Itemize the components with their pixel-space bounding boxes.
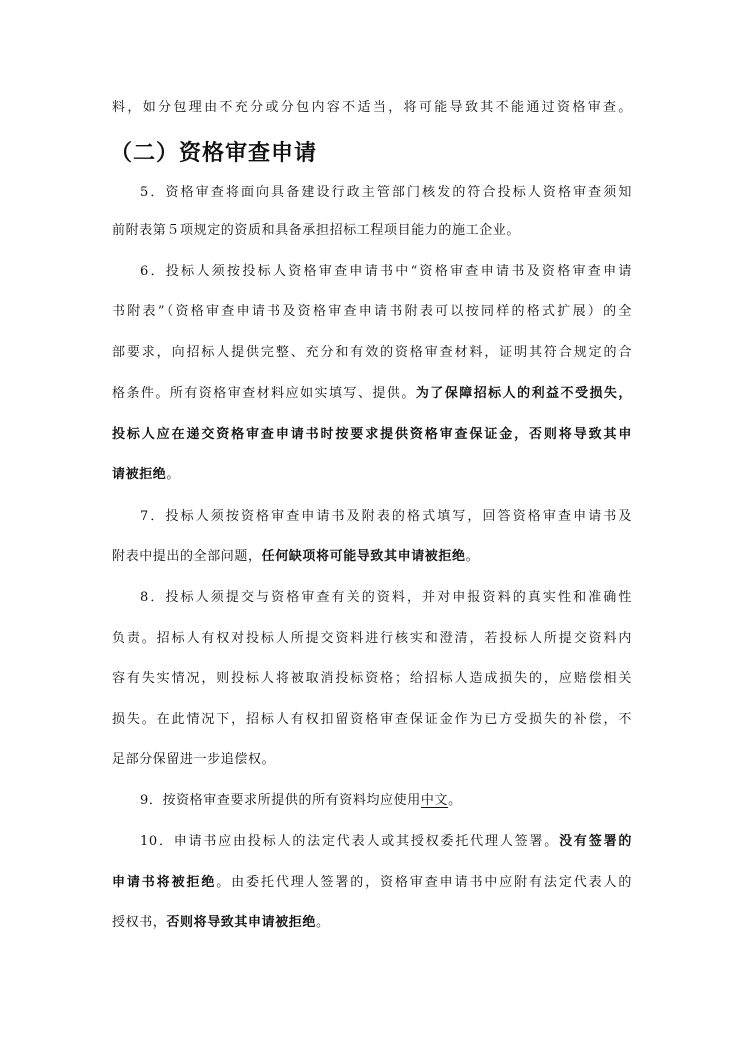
- text-line: 负责。招标人有权对投标人所提交资料进行核实和澄清，若投标人所提交资料内: [112, 631, 632, 646]
- text-line: 8．投标人须提交与资格审查有关的资料，并对申报资料的真实性和准确性: [140, 590, 632, 605]
- text-line: 容有失实情况，则投标人将被取消投标资格；给招标人造成损失的，应赔偿相关: [112, 671, 632, 686]
- text-line: 授权书，否则将导致其申请被拒绝。: [112, 915, 330, 930]
- bold-text: 没有签署的: [559, 834, 632, 849]
- text-line: 6．投标人须按投标人资格审查申请书中“资格审查申请书及资格审查申请: [140, 264, 632, 279]
- bold-text: 任何缺项将可能导致其申请被拒绝: [261, 549, 466, 564]
- text-line: 申请书将被拒绝。由委托代理人签署的，资格审查申请书中应附有法定代表人的: [112, 875, 632, 890]
- text-line: 书附表”（资格审查申请书及资格审查申请书附表可以按同样的格式扩展）的全: [112, 304, 632, 319]
- bold-text: 否则将导致其申请被拒绝: [166, 915, 317, 930]
- bold-text: 为了保障招标人的利益不受损失，: [415, 386, 632, 401]
- text-line: 5．资格审查将面向具备建设行政主管部门核发的符合投标人资格审查须知: [140, 185, 632, 200]
- text-line: 7．投标人须按资格审查申请书及附表的格式填写，回答资格审查申请书及: [140, 509, 632, 524]
- text-line: 损失。在此情况下，招标人有权扣留资格审查保证金作为已方受损失的补偿，不: [112, 712, 632, 727]
- text-line: 料，如分包理由不充分或分包内容不适当，将可能导致其不能通过资格审查。: [112, 100, 632, 115]
- text-line: [112, 426, 632, 444]
- bold-text: 投标人应在递交资格审查申请书时按要求提供资格审查保证金，否则将导致其申: [112, 427, 632, 442]
- text-line: 10．申请书应由投标人的法定代表人或其授权委托代理人签署。没有签署的: [140, 834, 632, 849]
- text-line: 附表中提出的全部问题，任何缺项将可能导致其申请被拒绝。: [112, 549, 480, 564]
- underlined-text: 中文: [420, 793, 449, 808]
- text-line: 格条件。所有资格审查材料应如实填写、提供。为了保障招标人的利益不受损失，: [112, 386, 632, 401]
- text-line: 足部分保留进一步追偿权。: [112, 752, 276, 767]
- section-heading: （二）资格审查申请: [110, 141, 318, 166]
- bold-text: 请被拒绝: [112, 467, 167, 482]
- text-line: 部要求，向招标人提供完整、充分和有效的资格审查材料，证明其符合规定的合: [112, 345, 632, 360]
- bold-text: 申请书将被拒绝: [112, 875, 217, 890]
- text-line: 请被拒绝。: [112, 467, 181, 482]
- text-line: 9．按资格审查要求所提供的所有资料均应使用中文。: [140, 793, 462, 808]
- text-line: 前附表第５项规定的资质和具备承担招标工程项目能力的施工企业。: [112, 223, 521, 238]
